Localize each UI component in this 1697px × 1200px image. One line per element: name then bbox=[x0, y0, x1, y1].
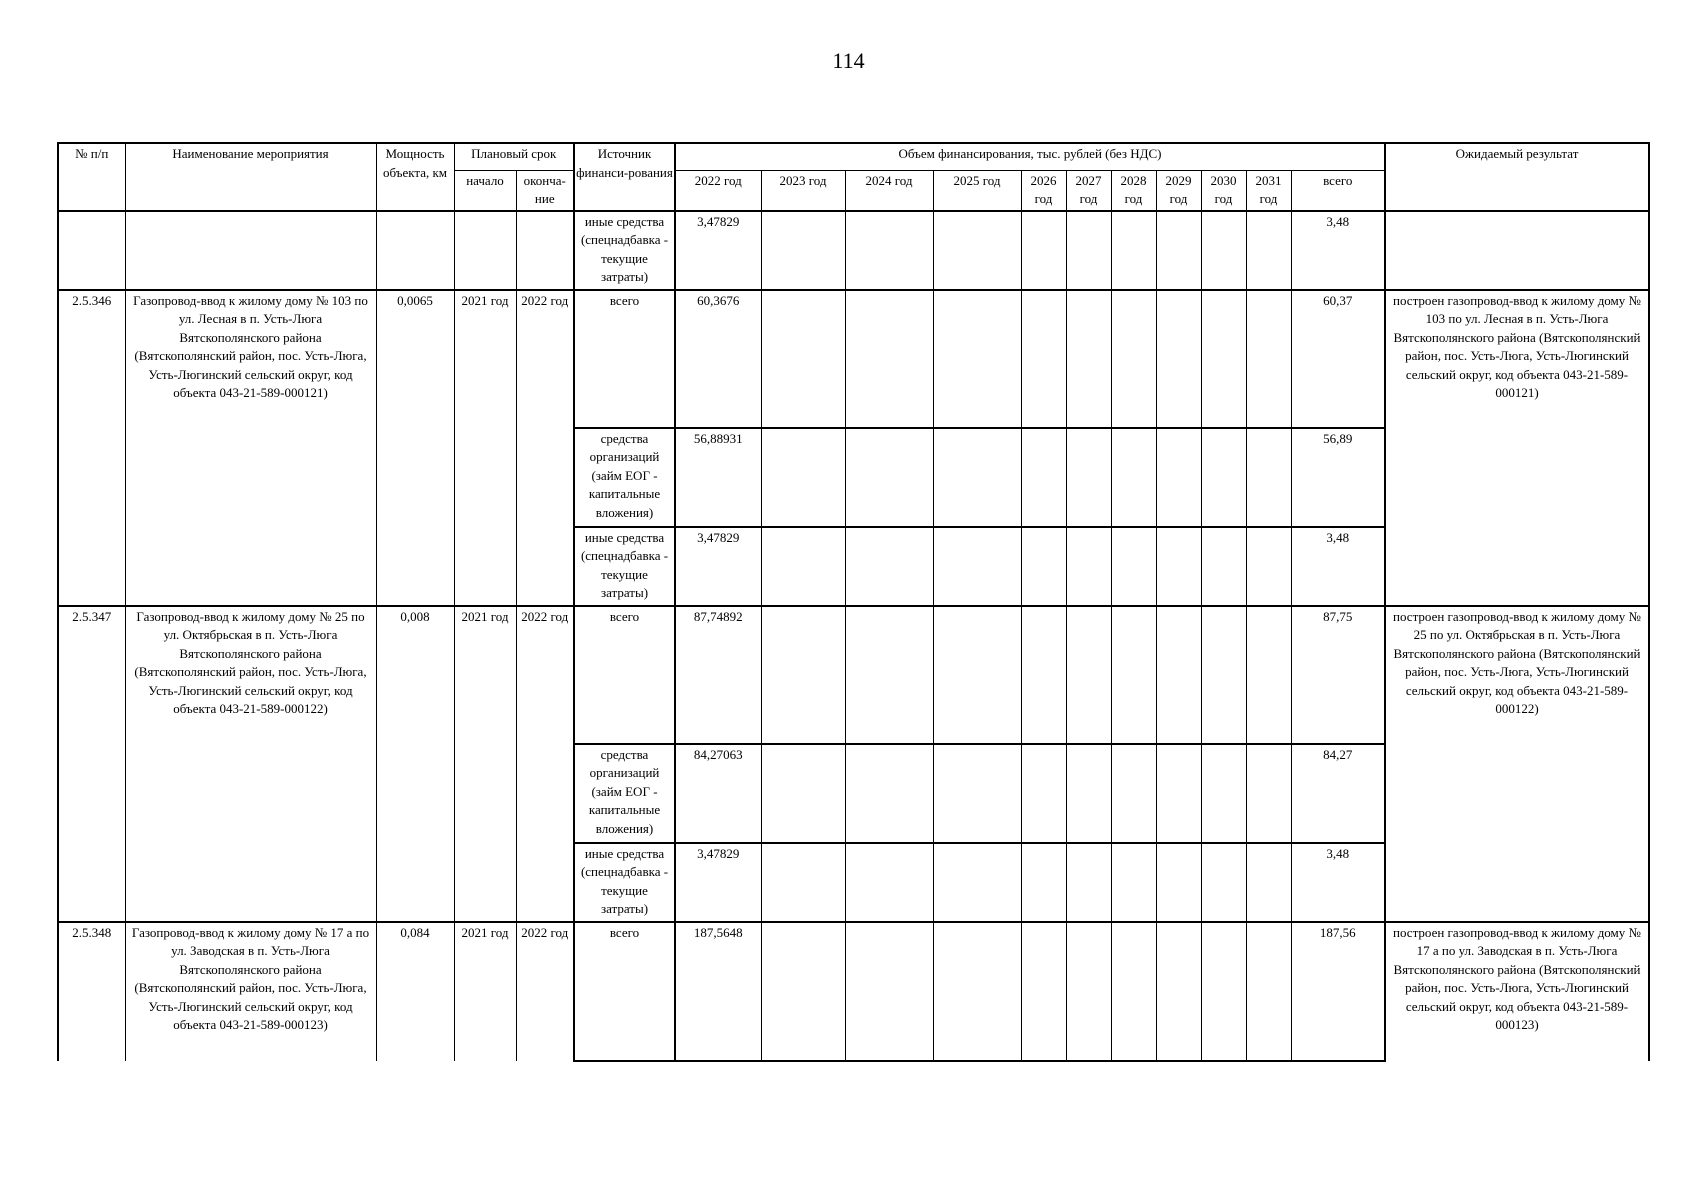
item-result: построен газопровод-ввод к жилому дому № 17 а по ул. Заводская в п. Усть-Люга Вятскополянского района (Вятскополянский район, пос. Усть-Люга, Усть-Люгинский сельский округ, код объекта 043-21-589-000123) bbox=[1385, 922, 1649, 1061]
empty-cell bbox=[1111, 606, 1156, 744]
empty-cell bbox=[1246, 843, 1291, 922]
value-total: 3,48 bbox=[1291, 527, 1385, 606]
header-start: начало bbox=[454, 170, 516, 211]
empty-cell bbox=[761, 527, 845, 606]
empty-cell bbox=[1201, 606, 1246, 744]
empty-cell bbox=[933, 606, 1021, 744]
item-capacity: 0,008 bbox=[376, 606, 454, 922]
source-cell: всего bbox=[574, 606, 675, 744]
value-total: 3,48 bbox=[1291, 843, 1385, 922]
item-end: 2022 год bbox=[516, 922, 574, 1061]
empty-cell bbox=[1021, 744, 1066, 843]
value-2022: 84,27063 bbox=[675, 744, 761, 843]
empty-cell bbox=[1021, 211, 1066, 290]
header-total: всего bbox=[1291, 170, 1385, 211]
value-total: 56,89 bbox=[1291, 428, 1385, 527]
item-end: 2022 год bbox=[516, 606, 574, 922]
empty-cell bbox=[1111, 211, 1156, 290]
empty-cell bbox=[845, 211, 933, 290]
empty-cell bbox=[845, 922, 933, 1061]
empty-cell bbox=[1201, 428, 1246, 527]
empty-cell bbox=[1066, 744, 1111, 843]
empty-cell bbox=[845, 843, 933, 922]
source-cell: иные средства (спецнадбавка - текущие затраты) bbox=[574, 211, 675, 290]
header-year: 2023 год bbox=[761, 170, 845, 211]
item-end: 2022 год bbox=[516, 290, 574, 606]
source-cell: средства организаций (займ ЕОГ - капитальные вложения) bbox=[574, 744, 675, 843]
item-capacity: 0,0065 bbox=[376, 290, 454, 606]
source-cell: иные средства (спецнадбавка - текущие затраты) bbox=[574, 527, 675, 606]
value-total: 87,75 bbox=[1291, 606, 1385, 744]
empty-cell bbox=[1201, 527, 1246, 606]
empty-cell bbox=[1021, 922, 1066, 1061]
header-year: 2028 год bbox=[1111, 170, 1156, 211]
empty-cell bbox=[1156, 428, 1201, 527]
value-total: 60,37 bbox=[1291, 290, 1385, 428]
empty-cell bbox=[1201, 290, 1246, 428]
header-year: 2024 год bbox=[845, 170, 933, 211]
header-end: оконча-ние bbox=[516, 170, 574, 211]
empty-cell bbox=[1156, 843, 1201, 922]
empty-cell bbox=[1246, 744, 1291, 843]
item-num: 2.5.346 bbox=[58, 290, 125, 606]
value-total: 84,27 bbox=[1291, 744, 1385, 843]
value-2022: 3,47829 bbox=[675, 843, 761, 922]
empty-cell bbox=[1156, 922, 1201, 1061]
header-result: Ожидаемый результат bbox=[1385, 143, 1649, 211]
value-2022: 3,47829 bbox=[675, 211, 761, 290]
source-cell: всего bbox=[574, 290, 675, 428]
value-total: 3,48 bbox=[1291, 211, 1385, 290]
header-capacity: Мощность объекта, км bbox=[376, 143, 454, 211]
header-year: 2026 год bbox=[1021, 170, 1066, 211]
empty-cell bbox=[1066, 843, 1111, 922]
header-year: 2025 год bbox=[933, 170, 1021, 211]
empty-cell bbox=[1066, 606, 1111, 744]
empty-cell bbox=[1156, 606, 1201, 744]
item-num: 2.5.348 bbox=[58, 922, 125, 1061]
table-row bbox=[58, 290, 1649, 428]
header-year: 2022 год bbox=[675, 170, 761, 211]
empty-cell bbox=[1156, 527, 1201, 606]
item-result: построен газопровод-ввод к жилому дому № 25 по ул. Октябрьская в п. Усть-Люга Вятскополянского района (Вятскополянский район, пос. Усть-Люга, Усть-Люгинский сельский округ, код объекта 043-21-589-000122) bbox=[1385, 606, 1649, 922]
empty-cell bbox=[933, 211, 1021, 290]
header-name: Наименование мероприятия bbox=[125, 143, 376, 211]
empty-cell bbox=[933, 922, 1021, 1061]
empty-cell bbox=[1066, 211, 1111, 290]
empty-cell bbox=[933, 290, 1021, 428]
empty-cell bbox=[1246, 922, 1291, 1061]
value-2022: 3,47829 bbox=[675, 527, 761, 606]
empty-cell bbox=[933, 428, 1021, 527]
header-plan-term: Плановый срок bbox=[454, 143, 574, 170]
header-funding: Объем финансирования, тыс. рублей (без НДС) bbox=[675, 143, 1385, 170]
item-start: 2021 год bbox=[454, 606, 516, 922]
item-result: построен газопровод-ввод к жилому дому № 103 по ул. Лесная в п. Усть-Люга Вятскополянского района (Вятскополянский район, пос. Усть-Люга, Усть-Люгинский сельский округ, код объекта 043-21-589-000121) bbox=[1385, 290, 1649, 606]
empty-cell bbox=[1246, 211, 1291, 290]
empty-cell bbox=[1066, 922, 1111, 1061]
funding-table bbox=[57, 142, 1650, 1062]
empty-cell bbox=[761, 606, 845, 744]
empty-cell bbox=[845, 606, 933, 744]
header-source: Источник финанси-рования bbox=[574, 143, 675, 211]
empty-cell bbox=[933, 843, 1021, 922]
item-start: 2021 год bbox=[454, 290, 516, 606]
empty-cell bbox=[1201, 211, 1246, 290]
empty-cell bbox=[1111, 744, 1156, 843]
empty-cell bbox=[1246, 428, 1291, 527]
empty-cell bbox=[1021, 428, 1066, 527]
empty-cell bbox=[1021, 527, 1066, 606]
empty-cell bbox=[1111, 290, 1156, 428]
value-2022: 60,3676 bbox=[675, 290, 761, 428]
empty-cell bbox=[1156, 211, 1201, 290]
empty-cell bbox=[1021, 290, 1066, 428]
item-name: Газопровод-ввод к жилому дому № 17 а по ул. Заводская в п. Усть-Люга Вятскополянского района (Вятскополянский район, пос. Усть-Люга, Усть-Люгинский сельский округ, код объекта 043-21-589-000123) bbox=[125, 922, 376, 1061]
table-row bbox=[58, 606, 1649, 744]
item-name: Газопровод-ввод к жилому дому № 103 по ул. Лесная в п. Усть-Люга Вятскополянского района (Вятскополянский район, пос. Усть-Люга, Усть-Люгинский сельский округ, код объекта 043-21-589-000121) bbox=[125, 290, 376, 606]
source-cell: иные средства (спецнадбавка - текущие затраты) bbox=[574, 843, 675, 922]
empty-cell bbox=[1111, 428, 1156, 527]
empty-cell bbox=[1201, 744, 1246, 843]
empty-cell bbox=[761, 428, 845, 527]
empty-cell bbox=[845, 290, 933, 428]
empty-cell bbox=[1111, 843, 1156, 922]
table-row bbox=[58, 211, 1649, 290]
empty-cell bbox=[1021, 843, 1066, 922]
value-2022: 56,88931 bbox=[675, 428, 761, 527]
item-num: 2.5.347 bbox=[58, 606, 125, 922]
empty-cell bbox=[1111, 922, 1156, 1061]
item-name: Газопровод-ввод к жилому дому № 25 по ул. Октябрьская в п. Усть-Люга Вятскополянского района (Вятскополянский район, пос. Усть-Люга, Усть-Люгинский сельский округ, код объекта 043-21-589-000122) bbox=[125, 606, 376, 922]
header-year: 2030 год bbox=[1201, 170, 1246, 211]
empty-cell bbox=[1246, 290, 1291, 428]
header-year: 2029 год bbox=[1156, 170, 1201, 211]
empty-cell bbox=[761, 843, 845, 922]
empty-cell bbox=[1066, 527, 1111, 606]
empty-cell bbox=[761, 211, 845, 290]
empty-cell bbox=[1201, 922, 1246, 1061]
empty-cell bbox=[1066, 428, 1111, 527]
header-year: 2027 год bbox=[1066, 170, 1111, 211]
empty-cell bbox=[845, 527, 933, 606]
empty-cell bbox=[1156, 744, 1201, 843]
empty-cell bbox=[845, 744, 933, 843]
empty-cell bbox=[761, 744, 845, 843]
item-start: 2021 год bbox=[454, 922, 516, 1061]
source-cell: всего bbox=[574, 922, 675, 1061]
header-year: 2031 год bbox=[1246, 170, 1291, 211]
empty-cell bbox=[933, 527, 1021, 606]
empty-cell bbox=[845, 428, 933, 527]
value-total: 187,56 bbox=[1291, 922, 1385, 1061]
value-2022: 87,74892 bbox=[675, 606, 761, 744]
page-number: 114 bbox=[832, 48, 865, 73]
empty-cell bbox=[1066, 290, 1111, 428]
empty-cell bbox=[1246, 606, 1291, 744]
empty-cell bbox=[1246, 527, 1291, 606]
empty-cell bbox=[1021, 606, 1066, 744]
item-capacity: 0,084 bbox=[376, 922, 454, 1061]
value-2022: 187,5648 bbox=[675, 922, 761, 1061]
empty-cell bbox=[1201, 843, 1246, 922]
source-cell: средства организаций (займ ЕОГ - капитальные вложения) bbox=[574, 428, 675, 527]
table-row bbox=[58, 922, 1649, 1061]
empty-cell bbox=[761, 922, 845, 1061]
header-num: № п/п bbox=[58, 143, 125, 211]
empty-cell bbox=[933, 744, 1021, 843]
empty-cell bbox=[761, 290, 845, 428]
empty-cell bbox=[1156, 290, 1201, 428]
empty-cell bbox=[1111, 527, 1156, 606]
